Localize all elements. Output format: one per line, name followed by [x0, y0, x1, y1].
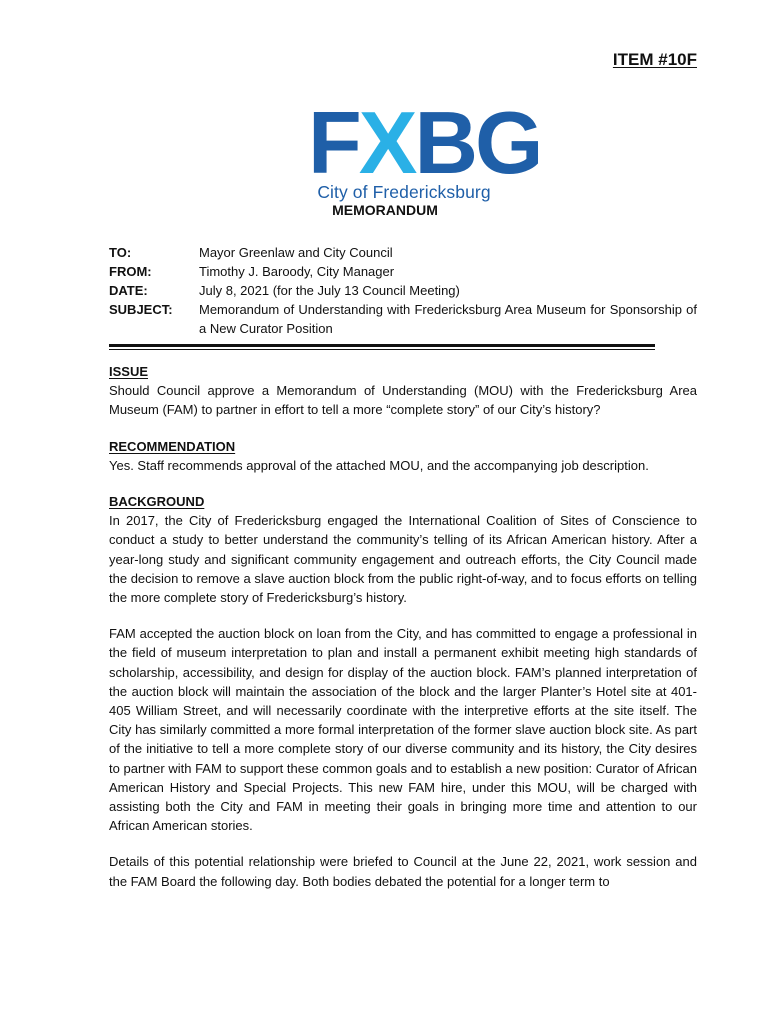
header-key: FROM: — [109, 264, 152, 279]
memo-header — [109, 243, 697, 338]
logo-letter-x: X — [358, 93, 415, 192]
header-row-date — [109, 281, 697, 300]
header-value: Mayor Greenlaw and City Council — [199, 245, 393, 260]
logo-tagline: City of Fredericksburg — [317, 182, 491, 202]
background-paragraph-3: Details of this potential relationship were briefed to Council at the June 22, 2021, work session and the FAM Board the following day. Both bodies debated the potential for a longer term to — [109, 854, 697, 889]
issue-text: Should Council approve a Memorandum of Understanding (MOU) with the Fredericksburg Area Museum (FAM) to partner in effort to tell a more “complete story” of our City’s history? — [109, 383, 697, 418]
background-paragraph-1: In 2017, the City of Fredericksburg engaged the International Coalition of Sites of Conscience to conduct a study to better understand the community’s telling of its African American history. After a year-long study and significant community engagement and outreach efforts, the City Council made the decision to remove a slave auction block from the public right-of-way, and to focus efforts on telling the more complete story of Fredericksburg’s history. — [109, 513, 697, 606]
header-key: TO: — [109, 245, 132, 260]
header-row-subject — [109, 300, 697, 338]
header-row-from — [109, 262, 697, 281]
header-divider — [109, 344, 655, 350]
recommendation-heading: RECOMMENDATION — [109, 438, 236, 454]
header-key: SUBJECT: — [109, 302, 173, 317]
issue-heading: ISSUE — [109, 364, 149, 379]
background-paragraph-2: FAM accepted the auction block on loan from the City, and has committed to engage a professional in the field of museum interpretation to plan and install a permanent exhibit meeting high standards of scholarship, accessibility, and design for display of the auction block. FAM’s planned interpretation of the auction block will maintain the association of the block and the larger Planter’s Hotel site at 401-405 William Street, and will necessarily coordinate with the interpretive efforts at the site itself. The City has similarly committed a more formal interpretation of the former slave auction block site. As part of the initiative to tell a more complete story of our diverse community and its history, the City desires to partner with FAM to support these common goals and to establish a new position: Curator of African American History and Special Projects. This new FAM hire, under this MOU, will be charged with assisting both the City and FAM in meeting their goals in bringing more time and attention to our African American stories. — [109, 626, 697, 834]
logo-letter-b: B — [414, 93, 476, 192]
header-row-to — [109, 243, 697, 262]
recommendation-text: Yes. Staff recommends approval of the attached MOU, and the accompanying job description. — [109, 457, 649, 473]
background-heading: BACKGROUND — [109, 494, 205, 510]
logo-letter-g: G — [475, 93, 541, 192]
header-value: Memorandum of Understanding with Fredericksburg Area Museum for Sponsorship of a New Curator Position — [199, 302, 697, 336]
header-value: July 8, 2021 (for the July 13 Council Meeting) — [199, 283, 460, 298]
header-value: Timothy J. Baroody, City Manager — [199, 264, 395, 279]
memo-body — [109, 362, 697, 891]
item-number-label: ITEM #10F — [612, 50, 697, 69]
memo-title: MEMORANDUM — [332, 202, 438, 218]
city-logo — [308, 93, 541, 203]
header-key: DATE: — [109, 283, 148, 298]
logo-letter-f: F — [308, 93, 359, 192]
